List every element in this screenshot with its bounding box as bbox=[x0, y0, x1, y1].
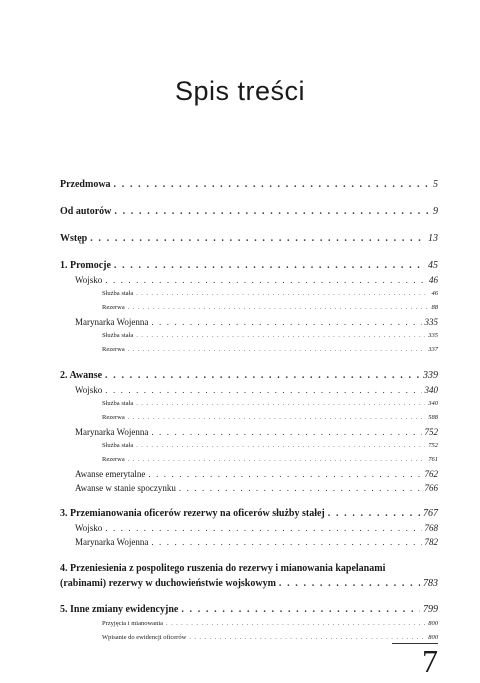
toc-entry-rezerwa[interactable] bbox=[60, 301, 438, 315]
toc-entry-sluzba-stala[interactable] bbox=[60, 287, 438, 301]
toc-entry-sluzba-stala[interactable] bbox=[60, 329, 438, 343]
toc-label: Rezerwa bbox=[102, 411, 125, 425]
leader-dots bbox=[114, 259, 425, 273]
toc-entry-od-autorow[interactable] bbox=[60, 205, 438, 219]
toc-entry-inne-zmiany[interactable] bbox=[60, 603, 438, 617]
toc-label: (rabinami) rezerwy w duchowieństwie wojskowym bbox=[60, 578, 276, 589]
toc-entry-sluzba-stala[interactable] bbox=[60, 439, 438, 453]
toc-entry-awanse[interactable] bbox=[60, 369, 438, 383]
leader-dots bbox=[114, 205, 430, 219]
toc-page: 88 bbox=[431, 304, 438, 311]
toc-page: 5 bbox=[433, 179, 438, 190]
toc-label: Przedmowa bbox=[60, 179, 111, 190]
toc-page: 800 bbox=[428, 620, 438, 627]
leader-dots bbox=[189, 631, 425, 645]
leader-dots bbox=[151, 535, 421, 549]
leader-dots bbox=[105, 383, 421, 397]
toc-entry-promocje[interactable] bbox=[60, 259, 438, 273]
toc-entry-przeniesienia[interactable] bbox=[60, 576, 438, 591]
toc-entry-awanse-w-stanie-spoczynku[interactable] bbox=[60, 481, 438, 495]
toc-entry-przyjecia[interactable] bbox=[60, 617, 438, 631]
table-of-contents bbox=[60, 178, 438, 645]
toc-label: 5. Inne zmiany ewidencyjne bbox=[60, 604, 179, 615]
toc-page: 762 bbox=[424, 469, 438, 479]
leader-dots bbox=[181, 603, 420, 617]
leader-dots bbox=[105, 521, 421, 535]
toc-page: 339 bbox=[423, 370, 438, 381]
toc-entry-przedmowa[interactable] bbox=[60, 178, 438, 192]
toc-page: 45 bbox=[428, 260, 438, 271]
toc-page: 335 bbox=[424, 317, 438, 327]
toc-page: 9 bbox=[433, 206, 438, 217]
leader-dots bbox=[148, 467, 421, 481]
leader-dots bbox=[105, 369, 420, 383]
toc-page: 761 bbox=[428, 456, 438, 463]
toc-label: Od autorów bbox=[60, 206, 112, 217]
toc-page: 767 bbox=[423, 508, 438, 519]
toc-label: Rezerwa bbox=[102, 453, 125, 467]
toc-entry-wojsko[interactable] bbox=[60, 521, 438, 535]
toc-entry-wstep[interactable] bbox=[60, 232, 438, 246]
toc-label: Wstęp bbox=[60, 233, 88, 244]
leader-dots bbox=[128, 301, 429, 315]
toc-entry-wpisanie[interactable] bbox=[60, 631, 438, 645]
toc-entry-wojsko[interactable] bbox=[60, 273, 438, 287]
toc-label: Marynarka Wojenna bbox=[75, 537, 149, 547]
toc-label: 1. Promocje bbox=[60, 260, 111, 271]
toc-label: Marynarka Wojenna bbox=[75, 427, 149, 437]
toc-page: 46 bbox=[431, 290, 438, 297]
toc-label: Marynarka Wojenna bbox=[75, 317, 149, 327]
toc-page: 768 bbox=[424, 523, 438, 533]
leader-dots bbox=[179, 481, 422, 495]
toc-page: 782 bbox=[424, 537, 438, 547]
toc-page: 13 bbox=[428, 233, 438, 244]
toc-page: 783 bbox=[423, 578, 438, 589]
toc-label: Służba stała bbox=[102, 287, 133, 301]
toc-entry-marynarka-wojenna[interactable] bbox=[60, 535, 438, 549]
toc-page: 340 bbox=[428, 400, 438, 407]
toc-entry-rezerwa[interactable] bbox=[60, 343, 438, 357]
toc-page: 588 bbox=[428, 414, 438, 421]
toc-entry-marynarka-wojenna[interactable] bbox=[60, 425, 438, 439]
toc-label: Służba stała bbox=[102, 439, 133, 453]
page-title: Spis treści bbox=[174, 76, 306, 106]
toc-page: 799 bbox=[423, 604, 438, 615]
toc-entry-rezerwa[interactable] bbox=[60, 453, 438, 467]
leader-dots bbox=[328, 507, 420, 521]
toc-label: Służba stała bbox=[102, 397, 133, 411]
toc-label: Przyjęcia i mianowania bbox=[102, 617, 163, 631]
leader-dots bbox=[151, 425, 421, 439]
toc-entry-sluzba-stala[interactable] bbox=[60, 397, 438, 411]
leader-dots bbox=[279, 576, 420, 591]
toc-label: Służba stała bbox=[102, 329, 133, 343]
leader-dots bbox=[128, 453, 426, 467]
leader-dots bbox=[105, 273, 426, 287]
leader-dots bbox=[114, 178, 430, 192]
leader-dots bbox=[128, 343, 426, 357]
toc-entry-przeniesienia-line1[interactable]: 4. Przeniesienia z pospolitego ruszenia do rezerwy i mianowania kapelanami bbox=[60, 563, 386, 574]
toc-label: Wojsko bbox=[75, 385, 103, 395]
toc-label: Rezerwa bbox=[102, 301, 125, 315]
leader-dots bbox=[136, 397, 425, 411]
toc-label: 3. Przemianowania oficerów rezerwy na oficerów służby stałej bbox=[60, 508, 325, 519]
toc-page: 766 bbox=[424, 483, 438, 493]
toc-page: 335 bbox=[428, 332, 438, 339]
toc-page: 46 bbox=[429, 275, 438, 285]
toc-label: 2. Awanse bbox=[60, 370, 103, 381]
toc-page: 752 bbox=[428, 442, 438, 449]
toc-label: Wojsko bbox=[75, 523, 103, 533]
toc-entry-awanse-emerytalne[interactable] bbox=[60, 467, 438, 481]
toc-page: 752 bbox=[424, 427, 438, 437]
toc-page: 800 bbox=[428, 634, 438, 641]
toc-entry-przemianowania[interactable] bbox=[60, 507, 438, 521]
toc-label: Wojsko bbox=[75, 275, 103, 285]
leader-dots bbox=[90, 232, 425, 246]
toc-label: Awanse emerytalne bbox=[75, 469, 146, 479]
leader-dots bbox=[151, 315, 421, 329]
toc-entry-wojsko[interactable] bbox=[60, 383, 438, 397]
page-number: 7 bbox=[422, 643, 438, 679]
toc-entry-rezerwa[interactable] bbox=[60, 411, 438, 425]
toc-label: Awanse w stanie spoczynku bbox=[75, 483, 176, 493]
leader-dots bbox=[136, 287, 428, 301]
leader-dots bbox=[166, 617, 425, 631]
toc-page: 340 bbox=[424, 385, 438, 395]
leader-dots bbox=[136, 329, 425, 343]
toc-entry-marynarka-wojenna[interactable] bbox=[60, 315, 438, 329]
toc-label: Wpisanie do ewidencji oficerów bbox=[102, 631, 186, 645]
leader-dots bbox=[136, 439, 425, 453]
toc-page: 337 bbox=[428, 346, 438, 353]
toc-label: Rezerwa bbox=[102, 343, 125, 357]
leader-dots bbox=[128, 411, 426, 425]
